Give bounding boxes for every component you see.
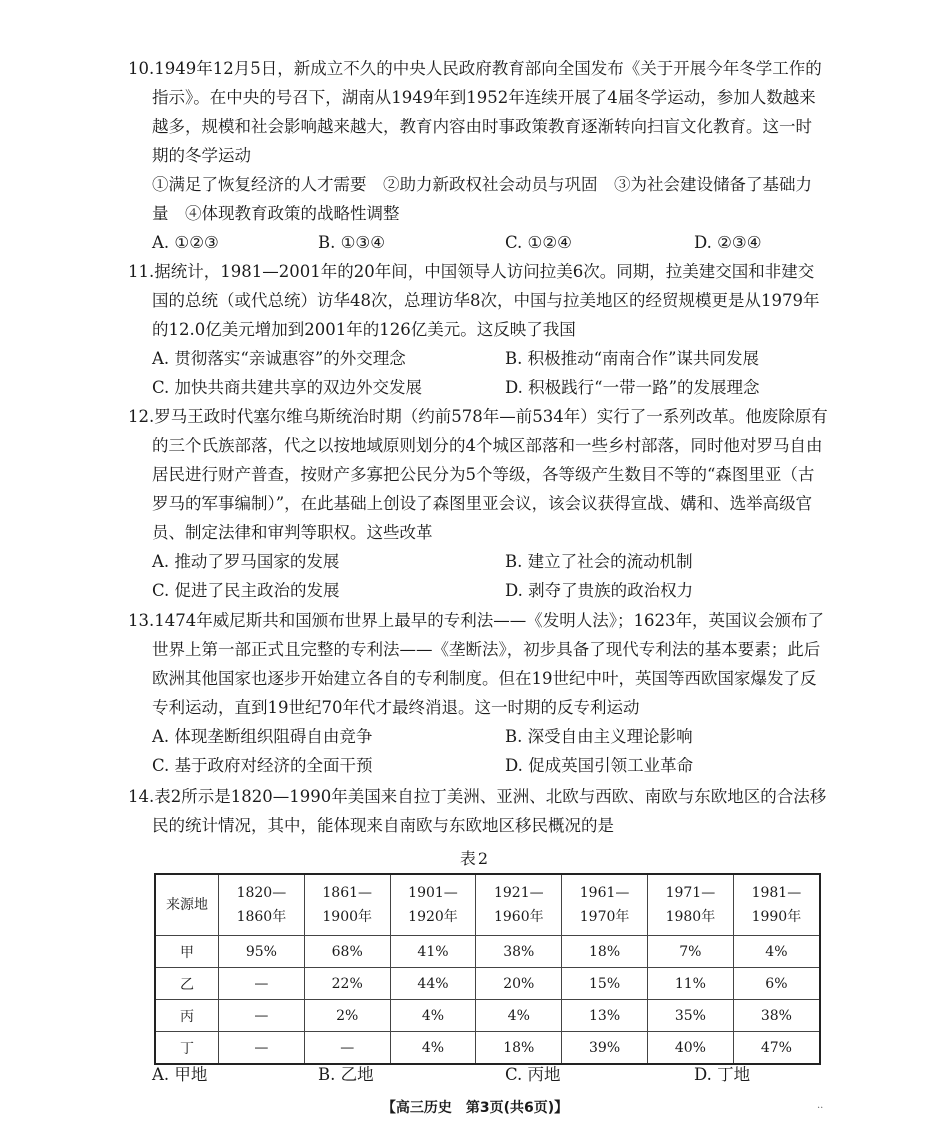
- option-d[interactable]: D. 剥夺了贵族的政治权力: [505, 581, 694, 600]
- question-12: [128, 402, 828, 605]
- option-d[interactable]: D. 丁地: [694, 1065, 751, 1084]
- table-cell: 15%: [562, 968, 648, 1000]
- question-14: [128, 782, 828, 840]
- table-cell: 22%: [304, 968, 390, 1000]
- table-cell: 41%: [390, 936, 476, 968]
- table-cell: —: [219, 1000, 305, 1032]
- table-corner-header: 来源地: [155, 874, 219, 936]
- question-11-stem: 11.据统计，1981—2001年的20年间，中国领导人访问拉美6次。同期，拉美建交国和非建交国的总统（或代总统）访华48次，总理访华8次，中国与拉美地区的经贸规模更是从1979年的12.0亿美元增加到2001年的126亿美元。这反映了我国: [128, 262, 820, 339]
- question-14-stem: 14.表2所示是1820—1990年美国来自拉丁美洲、亚洲、北欧与西欧、南欧与东欧地区的合法移民的统计情况，其中，能体现来自南欧与东欧地区移民概况的是: [128, 787, 827, 835]
- period-header: 1921— 1960年: [476, 874, 562, 936]
- table-cell: 95%: [219, 936, 305, 968]
- table-cell: 6%: [733, 968, 820, 1000]
- table-row: [155, 968, 820, 1000]
- row-label: 丙: [155, 1000, 219, 1032]
- table-cell: 20%: [476, 968, 562, 1000]
- period-header: 1820— 1860年: [219, 874, 305, 936]
- corner-mark: ..: [817, 1100, 824, 1111]
- table-cell: —: [219, 968, 305, 1000]
- table-cell: 35%: [647, 1000, 733, 1032]
- table-cell: —: [304, 1032, 390, 1065]
- question-10-stem: 10.1949年12月5日，新成立不久的中央人民政府教育部向全国发布《关于开展今年冬学工作的指示》。在中央的号召下，湖南从1949年到1952年连续开展了4届冬学运动，参加人数越来越多，规模和社会影响越来越大，教育内容由时事政策教育逐渐转向扫盲文化教育。这一时期的冬学运动: [128, 59, 822, 165]
- question-11-options-row1: [128, 344, 828, 373]
- option-a[interactable]: A. ①②③: [152, 233, 219, 252]
- question-14-options-row: [128, 1060, 828, 1089]
- question-10-options: [128, 228, 828, 257]
- option-c[interactable]: C. 基于政府对经济的全面干预: [152, 756, 373, 775]
- option-a[interactable]: A. 贯彻落实“亲诚惠容”的外交理念: [152, 349, 406, 368]
- option-b[interactable]: B. 深受自由主义理论影响: [505, 727, 693, 746]
- table-cell: 44%: [390, 968, 476, 1000]
- table-cell: —: [219, 1032, 305, 1065]
- table-cell: 4%: [733, 936, 820, 968]
- question-12-options-row1: [128, 547, 828, 576]
- page-footer: 【高三历史 第3页(共6页)】: [381, 1100, 569, 1116]
- table-cell: 38%: [733, 1000, 820, 1032]
- row-label: 甲: [155, 936, 219, 968]
- question-13-options-row2: [128, 751, 828, 780]
- table-cell: 47%: [733, 1032, 820, 1065]
- option-b[interactable]: B. 乙地: [318, 1065, 374, 1084]
- option-d[interactable]: D. 促成英国引领工业革命: [505, 756, 694, 775]
- question-11-options-row2: [128, 373, 828, 402]
- period-header: 1971— 1980年: [647, 874, 733, 936]
- question-13-options-row1: [128, 722, 828, 751]
- option-b[interactable]: B. 积极推动“南南合作”谋共同发展: [505, 349, 759, 368]
- question-11: [128, 257, 828, 402]
- option-a[interactable]: A. 推动了罗马国家的发展: [152, 552, 340, 571]
- table-cell: 40%: [647, 1032, 733, 1065]
- option-a[interactable]: A. 甲地: [152, 1065, 208, 1084]
- option-b[interactable]: B. 建立了社会的流动机制: [505, 552, 693, 571]
- option-c[interactable]: C. 丙地: [505, 1065, 561, 1084]
- table-cell: 11%: [647, 968, 733, 1000]
- table-cell: 4%: [390, 1000, 476, 1032]
- question-14-options: [128, 1060, 828, 1089]
- question-13-stem: 13.1474年威尼斯共和国颁布世界上最早的专利法——《发明人法》；1623年，英国议会颁布了世界上第一部正式且完整的专利法——《垄断法》，初步具备了现代专利法的基本要素；此后欧洲其他国家也逐步开始建立各自的专利制度。但在19世纪中叶，英国等西欧国家爆发了反专利运动，直到19世纪70年代才最终消退。这一时期的反专利运动: [128, 611, 824, 717]
- period-header: 1901— 1920年: [390, 874, 476, 936]
- table-caption: 表2: [459, 849, 491, 868]
- table-cell: 18%: [562, 936, 648, 968]
- table-row: [155, 1000, 820, 1032]
- question-13: [128, 606, 828, 780]
- option-a[interactable]: A. 体现垄断组织阻碍自由竞争: [152, 727, 373, 746]
- row-label: 丁: [155, 1032, 219, 1065]
- option-b[interactable]: B. ①③④: [318, 233, 385, 252]
- period-header: 1961— 1970年: [562, 874, 648, 936]
- option-c[interactable]: C. 加快共商共建共享的双边外交发展: [152, 378, 423, 397]
- table-cell: 2%: [304, 1000, 390, 1032]
- question-12-options-row2: [128, 576, 828, 605]
- table-cell: 4%: [390, 1032, 476, 1065]
- table-cell: 4%: [476, 1000, 562, 1032]
- period-header: 1861— 1900年: [304, 874, 390, 936]
- row-label: 乙: [155, 968, 219, 1000]
- option-c[interactable]: C. ①②④: [505, 233, 572, 252]
- question-10-statements: ①满足了恢复经济的人才需要 ②助力新政权社会动员与巩固 ③为社会建设储备了基础力量 ④体现教育政策的战略性调整: [152, 175, 812, 223]
- table-cell: 39%: [562, 1032, 648, 1065]
- option-d[interactable]: D. 积极践行“一带一路”的发展理念: [505, 378, 760, 397]
- period-header: 1981— 1990年: [733, 874, 820, 936]
- option-d[interactable]: D. ②③④: [694, 233, 762, 252]
- table-cell: 7%: [647, 936, 733, 968]
- question-10: [128, 54, 828, 257]
- table-cell: 38%: [476, 936, 562, 968]
- option-c[interactable]: C. 促进了民主政治的发展: [152, 581, 340, 600]
- question-12-stem: 12.罗马王政时代塞尔维乌斯统治时期（约前578年—前534年）实行了一系列改革。他废除原有的三个氏族部落，代之以按地域原则划分的4个城区部落和一些乡村部落，同时他对罗马自由居民进行财产普查，按财产多寡把公民分为5个等级，各等级产生数目不等的“森图里亚（古罗马的军事编制）”，在此基础上创设了森图里亚会议，该会议获得宣战、媾和、选举高级官员、制定法律和审判等职权。这些改革: [128, 407, 828, 542]
- immigration-table: [154, 873, 821, 1065]
- table-row: [155, 936, 820, 968]
- table-cell: 13%: [562, 1000, 648, 1032]
- table-header-row: [155, 874, 820, 936]
- table-cell: 18%: [476, 1032, 562, 1065]
- table-cell: 68%: [304, 936, 390, 968]
